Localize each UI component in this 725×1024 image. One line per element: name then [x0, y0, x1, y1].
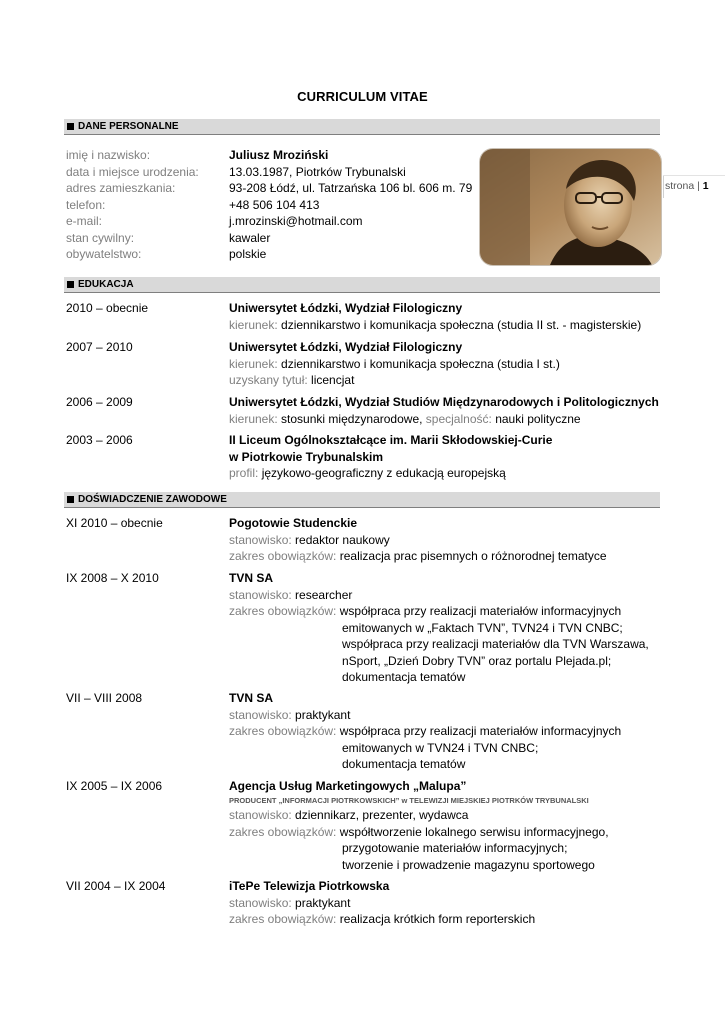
education-detail — [229, 372, 354, 388]
experience-company: TVN SA — [229, 571, 274, 585]
duty-line: tworzenie i prowadzenie magazynu sportowego — [342, 857, 595, 872]
page-label: strona — [665, 180, 695, 192]
personal-label: e-mail: — [66, 214, 103, 228]
detail-value: praktykant — [295, 707, 351, 722]
detail-key: stanowisko: — [229, 587, 292, 602]
section-title: DOŚWIADCZENIE ZAWODOWE — [78, 494, 227, 505]
page-number — [665, 180, 709, 192]
experience-date: IX 2005 – IX 2006 — [66, 779, 163, 793]
experience-duties — [229, 911, 535, 927]
experience-position — [229, 807, 468, 823]
detail-key: zakres obowiązków: — [229, 724, 337, 738]
education-date: 2003 – 2006 — [66, 433, 133, 447]
detail-key: kierunek: — [229, 411, 278, 426]
page-separator: | — [697, 180, 700, 192]
education-school: w Piotrkowie Trybunalskim — [229, 449, 384, 464]
education-school: Uniwersytet Łódzki, Wydział Filologiczny — [229, 340, 463, 354]
detail-value: dziennikarstwo i komunikacja społeczna (studia I st.) — [281, 356, 560, 371]
detail-key: uzyskany tytuł: — [229, 373, 308, 387]
section-bullet-icon — [67, 123, 74, 130]
personal-label: adres zamieszkania: — [66, 181, 176, 195]
personal-value: +48 506 104 413 — [229, 197, 320, 212]
section-header-education — [64, 277, 660, 293]
detail-value: nauki polityczne — [495, 411, 581, 426]
duty-line: nSport, „Dzień Dobry TVN” oraz portalu Plejada.pl; — [342, 653, 612, 668]
education-date: 2007 – 2010 — [66, 340, 133, 354]
detail-key: stanowisko: — [229, 895, 292, 910]
personal-label: obywatelstwo: — [66, 247, 142, 261]
experience-duties — [229, 723, 621, 739]
duty-line: dokumentacja tematów — [342, 670, 466, 684]
detail-key: zakres obowiązków: — [229, 549, 337, 563]
experience-duties — [229, 603, 621, 619]
detail-key: kierunek: — [229, 356, 278, 371]
personal-label: data i miejsce urodzenia: — [66, 164, 199, 179]
personal-value: j.mrozinski@hotmail.com — [229, 214, 363, 228]
experience-date: IX 2008 – X 2010 — [66, 571, 159, 585]
personal-label: imię i nazwisko: — [66, 148, 151, 162]
section-header-experience — [64, 492, 660, 508]
personal-value: Juliusz Mroziński — [229, 148, 329, 162]
education-detail — [229, 411, 581, 427]
experience-date: VII 2004 – IX 2004 — [66, 879, 166, 893]
personal-value: 13.03.1987, Piotrków Trybunalski — [229, 164, 406, 179]
detail-key: stanowisko: — [229, 808, 292, 822]
detail-value: dziennikarstwo i komunikacja społeczna (studia II st. - magisterskie) — [281, 317, 642, 332]
detail-key: zakres obowiązków: — [229, 912, 337, 926]
education-date: 2006 – 2009 — [66, 395, 133, 409]
education-school: Uniwersytet Łódzki, Wydział Studiów Międzynarodowych i Politologicznych — [229, 395, 659, 409]
detail-value: praktykant — [295, 895, 351, 910]
detail-value: stosunki międzynarodowe, — [281, 411, 423, 426]
personal-value: 93-208 Łódź, ul. Tatrzańska 106 bl. 606 m. 79 — [229, 181, 473, 195]
duty-line: współpraca przy realizacji materiałów dla TVN Warszawa, — [342, 637, 649, 651]
detail-key: zakres obowiązków: — [229, 824, 337, 839]
experience-position — [229, 587, 352, 603]
experience-position — [229, 532, 390, 548]
detail-value: współtworzenie lokalnego serwisu informacyjnego, — [339, 824, 609, 839]
section-title: DANE PERSONALNE — [78, 121, 179, 132]
detail-key: stanowisko: — [229, 707, 292, 722]
education-detail — [229, 356, 560, 372]
experience-date: VII – VIII 2008 — [66, 691, 143, 705]
detail-value: redaktor naukowy — [295, 532, 390, 547]
education-school: II Liceum Ogólnokształcące im. Marii Skłodowskiej-Curie — [229, 433, 553, 447]
experience-company: Agencja Usług Marketingowych „Malupa” — [229, 779, 467, 793]
detail-value: językowo-geograficzny z edukacją europejską — [261, 466, 506, 480]
experience-company: Pogotowie Studenckie — [229, 516, 358, 530]
experience-position — [229, 707, 350, 723]
education-detail — [229, 465, 506, 481]
experience-duties — [229, 548, 607, 564]
experience-company: iTePe Telewizja Piotrkowska — [229, 879, 390, 893]
detail-value: licencjat — [311, 373, 355, 387]
detail-value: researcher — [295, 587, 353, 602]
personal-value: kawaler — [229, 230, 271, 245]
detail-value: realizacja krótkich form reporterskich — [339, 912, 536, 926]
section-header-personal — [64, 119, 660, 135]
detail-value: współpraca przy realizacji materiałów informacyjnych — [339, 724, 622, 738]
page-number-rule — [663, 175, 725, 176]
detail-value: realizacja prac pisemnych o różnorodnej tematyce — [339, 549, 607, 563]
experience-position — [229, 895, 350, 911]
personal-value: polskie — [229, 247, 267, 261]
page-number-divider — [663, 176, 664, 198]
page-number-value: 1 — [702, 180, 709, 192]
section-bullet-icon — [67, 281, 74, 288]
detail-key: zakres obowiązków: — [229, 604, 337, 618]
personal-label: telefon: — [66, 197, 106, 212]
personal-label: stan cywilny: — [66, 230, 135, 245]
experience-company: TVN SA — [229, 691, 274, 705]
detail-value: współpraca przy realizacji materiałów informacyjnych — [339, 604, 622, 618]
section-bullet-icon — [67, 496, 74, 503]
duty-line: przygotowanie materiałów informacyjnych; — [342, 841, 568, 855]
detail-key: specjalność: — [425, 411, 492, 426]
duty-line: emitowanych w „Faktach TVN”, TVN24 i TVN CNBC; — [342, 620, 623, 635]
experience-duties — [229, 824, 609, 840]
detail-value: dziennikarz, prezenter, wydawca — [295, 808, 469, 822]
detail-key: kierunek: — [229, 317, 278, 332]
experience-date: XI 2010 – obecnie — [66, 516, 163, 530]
education-detail — [229, 317, 641, 333]
duty-line: emitowanych w TVN24 i TVN CNBC; — [342, 740, 539, 755]
detail-key: stanowisko: — [229, 532, 292, 547]
duty-line: dokumentacja tematów — [342, 757, 466, 771]
document-title: CURRICULUM VITAE — [297, 89, 428, 104]
detail-key: profil: — [229, 466, 259, 480]
section-title: EDUKACJA — [78, 279, 134, 290]
education-date: 2010 – obecnie — [66, 301, 149, 315]
experience-subtitle: PRODUCENT „INFORMACJI PIOTRKOWSKICH” w TELEWIZJI MIEJSKIEJ PIOTRKÓW TRYBUNALSKI — [229, 796, 589, 805]
profile-photo — [479, 148, 662, 266]
education-school: Uniwersytet Łódzki, Wydział Filologiczny — [229, 301, 463, 315]
portrait-image — [480, 149, 661, 265]
